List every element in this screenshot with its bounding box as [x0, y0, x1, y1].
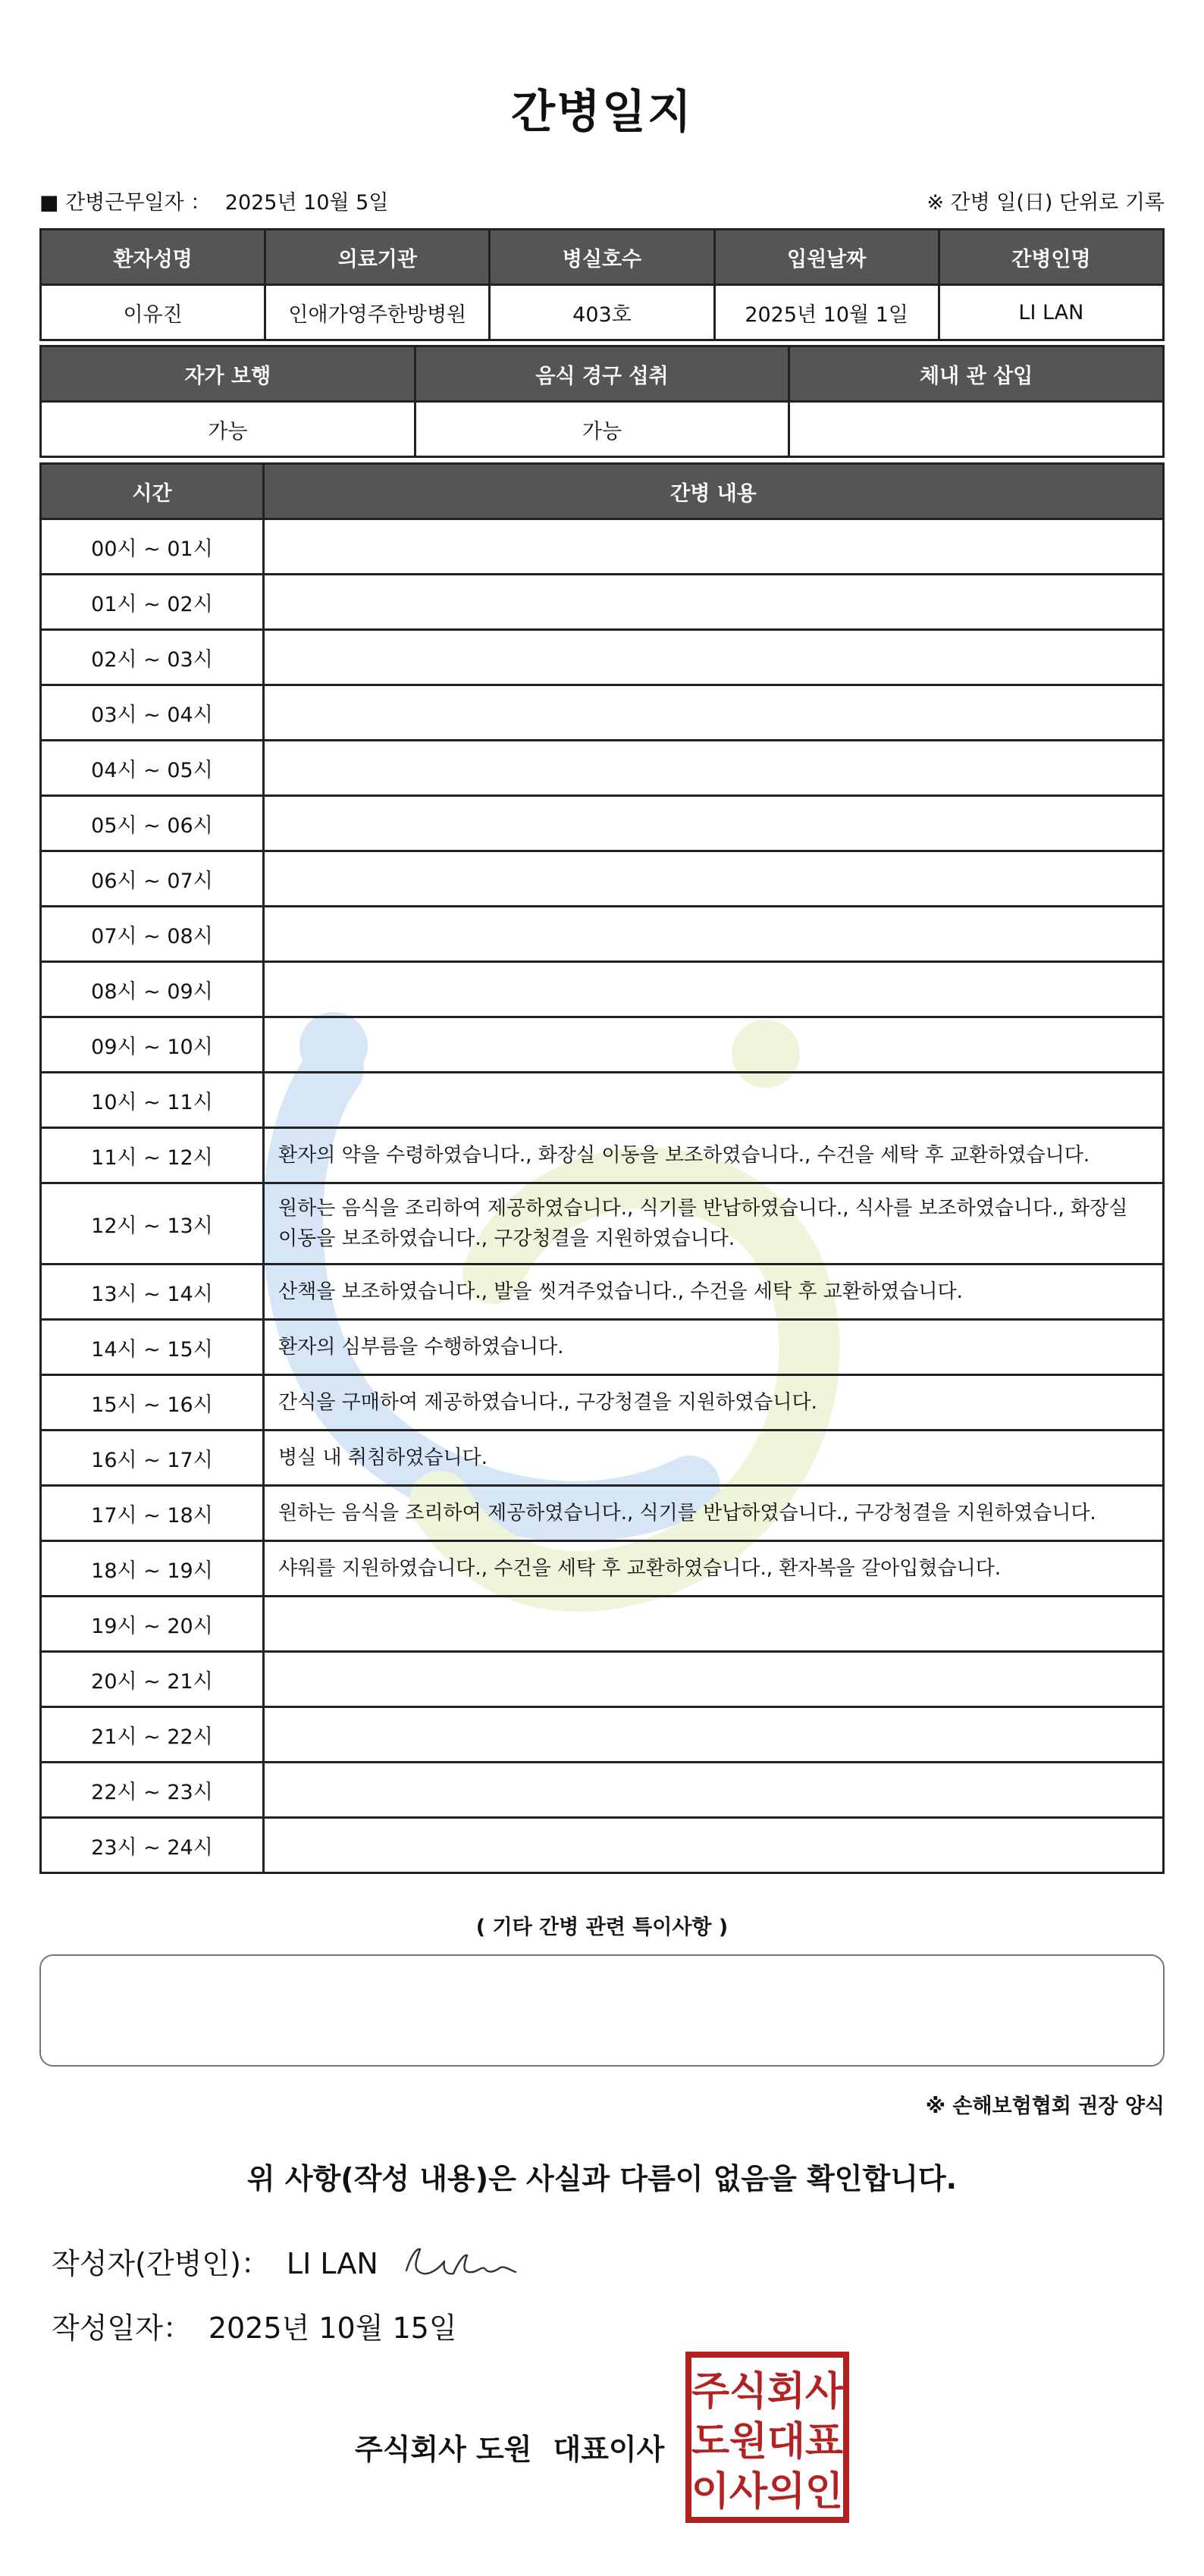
svg-text:사: 사 — [729, 2469, 768, 2515]
work-date-value: 2025년 10월 5일 — [224, 190, 389, 215]
table-row — [41, 1073, 1164, 1128]
table-row — [41, 685, 1164, 741]
time-slot: 23시 ~ 24시 — [41, 1818, 264, 1873]
patient-info-table — [39, 228, 1165, 341]
care-content — [264, 1707, 1164, 1763]
time-slot: 21시 ~ 22시 — [41, 1707, 264, 1763]
time-slot: 10시 ~ 11시 — [41, 1073, 264, 1128]
time-slot: 01시 ~ 02시 — [41, 575, 264, 630]
time-slot: 00시 ~ 01시 — [41, 519, 264, 575]
svg-text:표: 표 — [804, 2419, 844, 2465]
care-content: 원하는 음식을 조리하여 제공하였습니다., 식기를 반납하였습니다., 식사를 보조하였습니다., 화장실 이동을 보조하였습니다., 구강청결을 지원하였습니다. — [264, 1183, 1164, 1264]
patient-condition-table — [39, 345, 1165, 458]
writer-label: 작성자(간병인)： — [52, 2247, 270, 2280]
work-date — [39, 186, 396, 215]
admission-date: 2025년 10월 1일 — [714, 285, 939, 340]
svg-text:주: 주 — [691, 2369, 730, 2415]
header-oral-intake: 음식 경구 섭취 — [415, 346, 789, 402]
time-slot: 08시 ~ 09시 — [41, 962, 264, 1017]
table-row — [41, 796, 1164, 851]
document-title: 간병일지 — [511, 86, 693, 139]
special-notes-box — [39, 1954, 1165, 2067]
writer-name: LI LAN — [286, 2247, 378, 2280]
company-line — [355, 2426, 664, 2468]
header-time: 시간 — [41, 464, 264, 519]
written-date-value: 2025년 10월 15일 — [208, 2311, 457, 2345]
care-content: 간식을 구매하여 제공하였습니다., 구강청결을 지원하였습니다. — [264, 1375, 1164, 1431]
table-row — [41, 1431, 1164, 1486]
care-content — [264, 907, 1164, 962]
table-row — [41, 630, 1164, 685]
written-date-label: 작성일자： — [52, 2311, 192, 2345]
caregiver-name: LI LAN — [939, 285, 1163, 340]
form-source-note: ※ 손해보험협회 권장 양식 — [925, 2095, 1165, 2118]
header-hospital: 의료기관 — [265, 230, 490, 285]
table-row — [41, 1017, 1164, 1073]
care-content — [264, 1818, 1164, 1873]
time-slot: 20시 ~ 21시 — [41, 1652, 264, 1707]
time-slot: 12시 ~ 13시 — [41, 1183, 264, 1264]
table-row — [41, 907, 1164, 962]
self-walking-value: 가능 — [41, 402, 415, 457]
time-slot: 07시 ~ 08시 — [41, 907, 264, 962]
work-date-label: ■ 간병근무일자 ： — [39, 190, 212, 215]
care-content — [264, 630, 1164, 685]
time-slot: 06시 ~ 07시 — [41, 851, 264, 907]
svg-text:인: 인 — [804, 2469, 844, 2515]
table-row — [41, 1183, 1164, 1264]
header-caregiver-name: 간병인명 — [939, 230, 1163, 285]
time-slot: 13시 ~ 14시 — [41, 1264, 264, 1320]
care-content: 샤워를 지원하였습니다., 수건을 세탁 후 교환하였습니다., 환자복을 갈아입혔습니다. — [264, 1541, 1164, 1597]
care-content: 환자의 심부름을 수행하였습니다. — [264, 1320, 1164, 1375]
writer-line — [52, 2240, 378, 2282]
time-slot: 05시 ~ 06시 — [41, 796, 264, 851]
care-content — [264, 796, 1164, 851]
care-content — [264, 962, 1164, 1017]
table-row — [41, 962, 1164, 1017]
time-slot: 22시 ~ 23시 — [41, 1763, 264, 1818]
table-row — [41, 519, 1164, 575]
header-self-walking: 자가 보행 — [41, 346, 415, 402]
svg-text:대: 대 — [767, 2419, 806, 2465]
special-notes-title: ( 기타 간병 관련 특이사항 ) — [475, 1916, 729, 1939]
table-row — [41, 1128, 1164, 1183]
svg-text:도: 도 — [691, 2419, 730, 2465]
meta-row — [39, 185, 1165, 215]
svg-text:이: 이 — [691, 2469, 730, 2515]
time-slot: 15시 ~ 16시 — [41, 1375, 264, 1431]
table-row — [41, 1818, 1164, 1873]
time-slot: 03시 ~ 04시 — [41, 685, 264, 741]
time-slot: 02시 ~ 03시 — [41, 630, 264, 685]
header-patient-name: 환자성명 — [41, 230, 265, 285]
svg-text:의: 의 — [767, 2469, 806, 2515]
care-content: 원하는 음식을 조리하여 제공하였습니다., 식기를 반납하였습니다., 구강청결을 지원하였습니다. — [264, 1486, 1164, 1541]
care-log-table — [39, 462, 1165, 1874]
care-content — [264, 685, 1164, 741]
confirmation-statement: 위 사항(작성 내용)은 사실과 다름이 없음을 확인합니다. — [246, 2162, 958, 2195]
company-seal — [684, 2350, 851, 2524]
table-row — [41, 1652, 1164, 1707]
room-number: 403호 — [490, 285, 714, 340]
table-row — [41, 1486, 1164, 1541]
time-slot: 09시 ~ 10시 — [41, 1017, 264, 1073]
care-content — [264, 1073, 1164, 1128]
table-row — [41, 1375, 1164, 1431]
care-content — [264, 1597, 1164, 1652]
table-row — [41, 1320, 1164, 1375]
company-name: 주식회사 도원 — [355, 2433, 532, 2466]
table-row — [41, 1763, 1164, 1818]
tube-insertion-value — [789, 402, 1164, 457]
svg-text:회: 회 — [767, 2369, 806, 2415]
daily-record-note: ※ 간병 일(日) 단위로 기록 — [927, 190, 1165, 215]
time-slot: 18시 ~ 19시 — [41, 1541, 264, 1597]
table-row — [41, 741, 1164, 796]
company-title: 대표이사 — [553, 2433, 665, 2466]
header-tube-insertion: 체내 관 삽입 — [789, 346, 1164, 402]
care-log-body — [41, 519, 1164, 1873]
header-admission-date: 입원날짜 — [714, 230, 939, 285]
svg-text:원: 원 — [729, 2419, 768, 2465]
patient-name: 이유진 — [41, 285, 265, 340]
oral-intake-value: 가능 — [415, 402, 789, 457]
care-content — [264, 851, 1164, 907]
written-date-line — [52, 2305, 457, 2346]
time-slot: 19시 ~ 20시 — [41, 1597, 264, 1652]
table-row — [41, 575, 1164, 630]
table-row — [41, 1597, 1164, 1652]
table-row — [41, 1541, 1164, 1597]
time-slot: 04시 ~ 05시 — [41, 741, 264, 796]
table-row — [41, 1264, 1164, 1320]
hospital-name: 인애가영주한방병원 — [265, 285, 490, 340]
care-content — [264, 741, 1164, 796]
care-content — [264, 1017, 1164, 1073]
table-row — [41, 851, 1164, 907]
time-slot: 17시 ~ 18시 — [41, 1486, 264, 1541]
time-slot: 14시 ~ 15시 — [41, 1320, 264, 1375]
time-slot: 11시 ~ 12시 — [41, 1128, 264, 1183]
care-content — [264, 519, 1164, 575]
care-content: 산책을 보조하였습니다., 발을 씻겨주었습니다., 수건을 세탁 후 교환하였습니다. — [264, 1264, 1164, 1320]
header-care-content: 간병 내용 — [264, 464, 1164, 519]
time-slot: 16시 ~ 17시 — [41, 1431, 264, 1486]
care-content: 병실 내 취침하였습니다. — [264, 1431, 1164, 1486]
care-content — [264, 1652, 1164, 1707]
handwritten-signature — [400, 2240, 522, 2286]
care-content: 환자의 약을 수령하였습니다., 화장실 이동을 보조하였습니다., 수건을 세탁 후 교환하였습니다. — [264, 1128, 1164, 1183]
care-content — [264, 575, 1164, 630]
header-room: 병실호수 — [490, 230, 714, 285]
svg-text:식: 식 — [729, 2369, 768, 2415]
svg-text:사: 사 — [804, 2369, 844, 2415]
care-content — [264, 1763, 1164, 1818]
table-row — [41, 1707, 1164, 1763]
